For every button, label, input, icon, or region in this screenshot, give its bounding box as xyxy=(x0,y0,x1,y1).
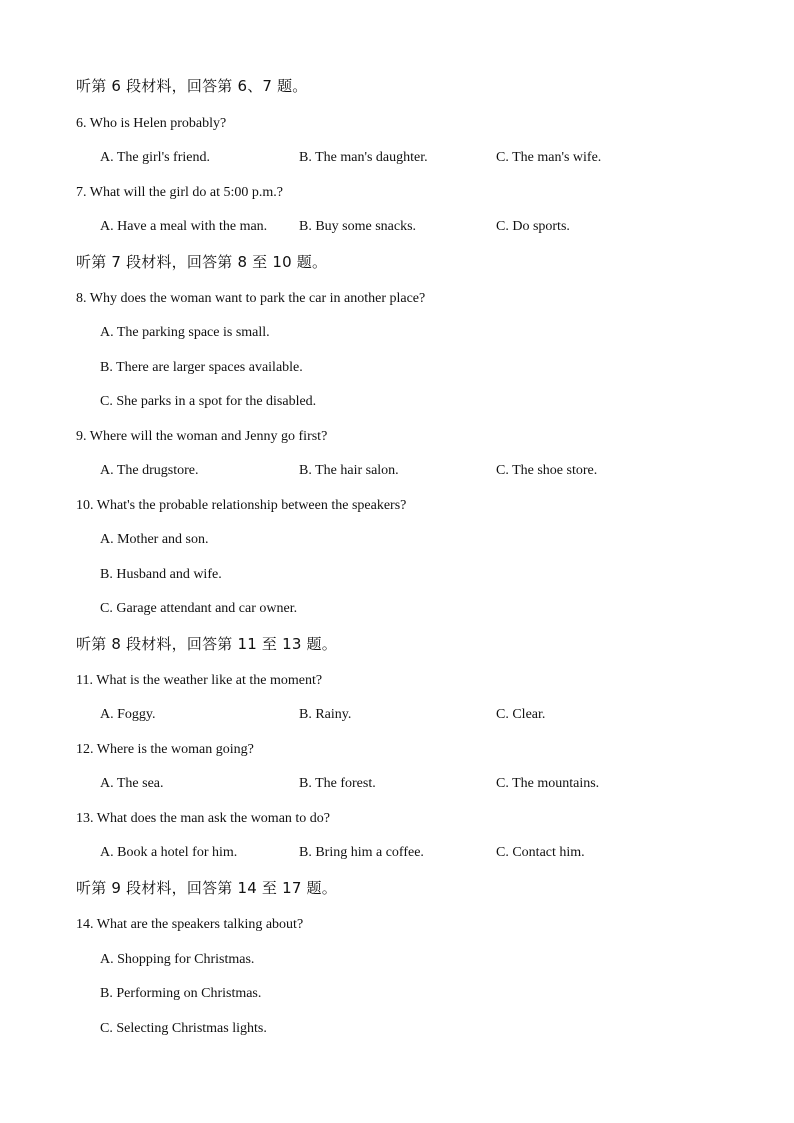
option-b: B. There are larger spaces available. xyxy=(100,360,303,375)
question-prompt: 12. Where is the woman going? xyxy=(76,742,254,757)
option-b: B. Bring him a coffee. xyxy=(299,845,424,860)
option-c: C. Contact him. xyxy=(496,845,585,860)
option-c: C. Clear. xyxy=(496,707,546,722)
option-b: B. Rainy. xyxy=(299,707,352,722)
section-header: 听第 7 段材料，回答第 8 至 10 题。 xyxy=(76,253,328,271)
option-a: A. The girl's friend. xyxy=(100,150,210,165)
option-a: A. Mother and son. xyxy=(100,532,209,547)
option-a: A. Shopping for Christmas. xyxy=(100,952,255,967)
question-prompt: 13. What does the man ask the woman to do? xyxy=(76,811,331,826)
option-c: C. Do sports. xyxy=(496,219,570,234)
option-b: B. The man's daughter. xyxy=(299,150,428,165)
option-b: B. The forest. xyxy=(299,776,376,791)
option-c: C. Selecting Christmas lights. xyxy=(100,1021,267,1036)
option-c: C. The man's wife. xyxy=(496,150,602,165)
option-c: C. The shoe store. xyxy=(496,463,598,478)
section-header: 听第 6 段材料，回答第 6、7 题。 xyxy=(76,77,308,95)
option-a: A. The drugstore. xyxy=(100,463,199,478)
option-c: C. She parks in a spot for the disabled. xyxy=(100,394,317,409)
option-a: A. Foggy. xyxy=(100,707,156,722)
option-b: B. Buy some snacks. xyxy=(299,219,417,234)
question-prompt: 6. Who is Helen probably? xyxy=(76,116,227,131)
option-a: A. Book a hotel for him. xyxy=(100,845,238,860)
option-a: A. The sea. xyxy=(100,776,164,791)
question-prompt: 14. What are the speakers talking about? xyxy=(76,917,304,932)
option-c: C. Garage attendant and car owner. xyxy=(100,601,298,616)
option-a: A. The parking space is small. xyxy=(100,325,270,340)
question-prompt: 10. What's the probable relationship between the speakers? xyxy=(76,498,407,513)
option-b: B. Husband and wife. xyxy=(100,567,222,582)
option-a: A. Have a meal with the man. xyxy=(100,219,268,234)
question-prompt: 9. Where will the woman and Jenny go first? xyxy=(76,429,328,444)
question-prompt: 11. What is the weather like at the moment? xyxy=(76,673,323,688)
question-prompt: 8. Why does the woman want to park the car in another place? xyxy=(76,291,426,306)
section-header: 听第 9 段材料，回答第 14 至 17 题。 xyxy=(76,879,337,897)
question-prompt: 7. What will the girl do at 5:00 p.m.? xyxy=(76,185,283,200)
option-b: B. Performing on Christmas. xyxy=(100,986,262,1001)
section-header: 听第 8 段材料，回答第 11 至 13 题。 xyxy=(76,635,337,653)
option-b: B. The hair salon. xyxy=(299,463,399,478)
option-c: C. The mountains. xyxy=(496,776,600,791)
